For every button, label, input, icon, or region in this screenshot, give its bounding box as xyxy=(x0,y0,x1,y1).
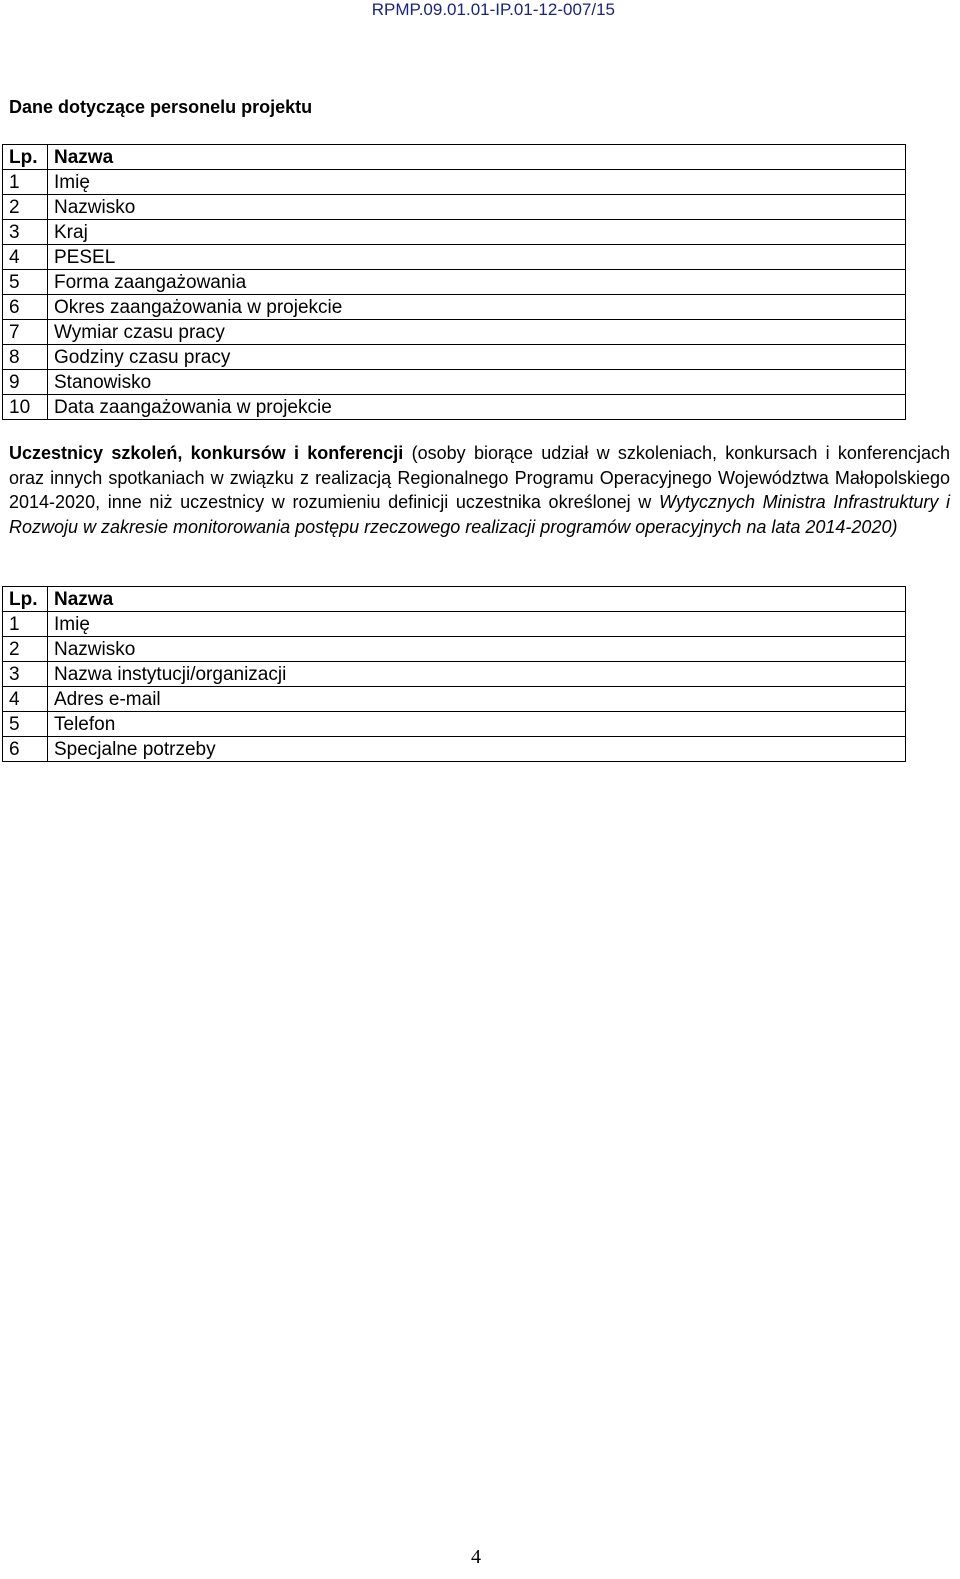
row-name: Telefon xyxy=(48,712,906,737)
row-number: 2 xyxy=(3,637,48,662)
row-name: Nazwisko xyxy=(48,637,906,662)
row-number: 1 xyxy=(3,170,48,195)
participants-text: (osoby biorące udział w szkoleniach, konkursach i konferencjach oraz innych spotkaniach w związku z realizacją Regionalnego Programu Operacyjnego Województwa Małopolskiego 2014-2020, inne niż uczestnicy w rozumieniu definicji uczestnika określonej w xyxy=(9,443,950,512)
table-row xyxy=(3,295,906,320)
lp-header: Lp. xyxy=(3,587,48,612)
section-title: Dane dotyczące personelu projektu xyxy=(9,97,313,117)
page-number: 4 xyxy=(471,1546,481,1568)
row-name: Okres zaangażowania w projekcie xyxy=(48,295,906,320)
table-header-row xyxy=(3,587,906,612)
table-row xyxy=(3,612,906,637)
table-row xyxy=(3,662,906,687)
row-number: 2 xyxy=(3,195,48,220)
row-number: 4 xyxy=(3,245,48,270)
row-number: 3 xyxy=(3,220,48,245)
table-row xyxy=(3,320,906,345)
row-name: Specjalne potrzeby xyxy=(48,737,906,762)
table-row xyxy=(3,370,906,395)
row-number: 10 xyxy=(3,395,48,420)
row-name: Imię xyxy=(48,612,906,637)
row-name: Godziny czasu pracy xyxy=(48,345,906,370)
table-row xyxy=(3,737,906,762)
participants-title: Uczestnicy szkoleń, konkursów i konferencji xyxy=(9,443,404,463)
table-row xyxy=(3,712,906,737)
lp-header: Lp. xyxy=(3,145,48,170)
row-name: Data zaangażowania w projekcie xyxy=(48,395,906,420)
participants-table xyxy=(2,586,906,762)
row-name: Adres e-mail xyxy=(48,687,906,712)
row-number: 5 xyxy=(3,270,48,295)
table-row xyxy=(3,195,906,220)
table-row xyxy=(3,220,906,245)
row-number: 6 xyxy=(3,737,48,762)
row-name: PESEL xyxy=(48,245,906,270)
staff-table xyxy=(2,144,906,420)
table-row xyxy=(3,345,906,370)
row-name: Nazwa instytucji/organizacji xyxy=(48,662,906,687)
row-name: Imię xyxy=(48,170,906,195)
document-code: RPMP.09.01.01-IP.01-12-007/15 xyxy=(371,0,615,19)
table-row xyxy=(3,170,906,195)
row-number: 4 xyxy=(3,687,48,712)
table-header-row xyxy=(3,145,906,170)
table-row xyxy=(3,637,906,662)
row-name: Wymiar czasu pracy xyxy=(48,320,906,345)
row-name: Forma zaangażowania xyxy=(48,270,906,295)
name-header: Nazwa xyxy=(48,145,906,170)
table-row xyxy=(3,270,906,295)
row-number: 7 xyxy=(3,320,48,345)
row-number: 5 xyxy=(3,712,48,737)
row-name: Stanowisko xyxy=(48,370,906,395)
row-number: 1 xyxy=(3,612,48,637)
row-number: 6 xyxy=(3,295,48,320)
name-header: Nazwa xyxy=(48,587,906,612)
row-name: Kraj xyxy=(48,220,906,245)
row-number: 9 xyxy=(3,370,48,395)
table-row xyxy=(3,687,906,712)
table-row xyxy=(3,395,906,420)
participants-description xyxy=(9,441,950,539)
row-number: 8 xyxy=(3,345,48,370)
participants-guidelines-reference: Wytycznych Ministra Infrastruktury i Rozwoju w zakresie monitorowania postępu rzeczowego realizacji programów operacyjnych na lata 2014-2020) xyxy=(9,492,950,537)
table-row xyxy=(3,245,906,270)
row-name: Nazwisko xyxy=(48,195,906,220)
row-number: 3 xyxy=(3,662,48,687)
